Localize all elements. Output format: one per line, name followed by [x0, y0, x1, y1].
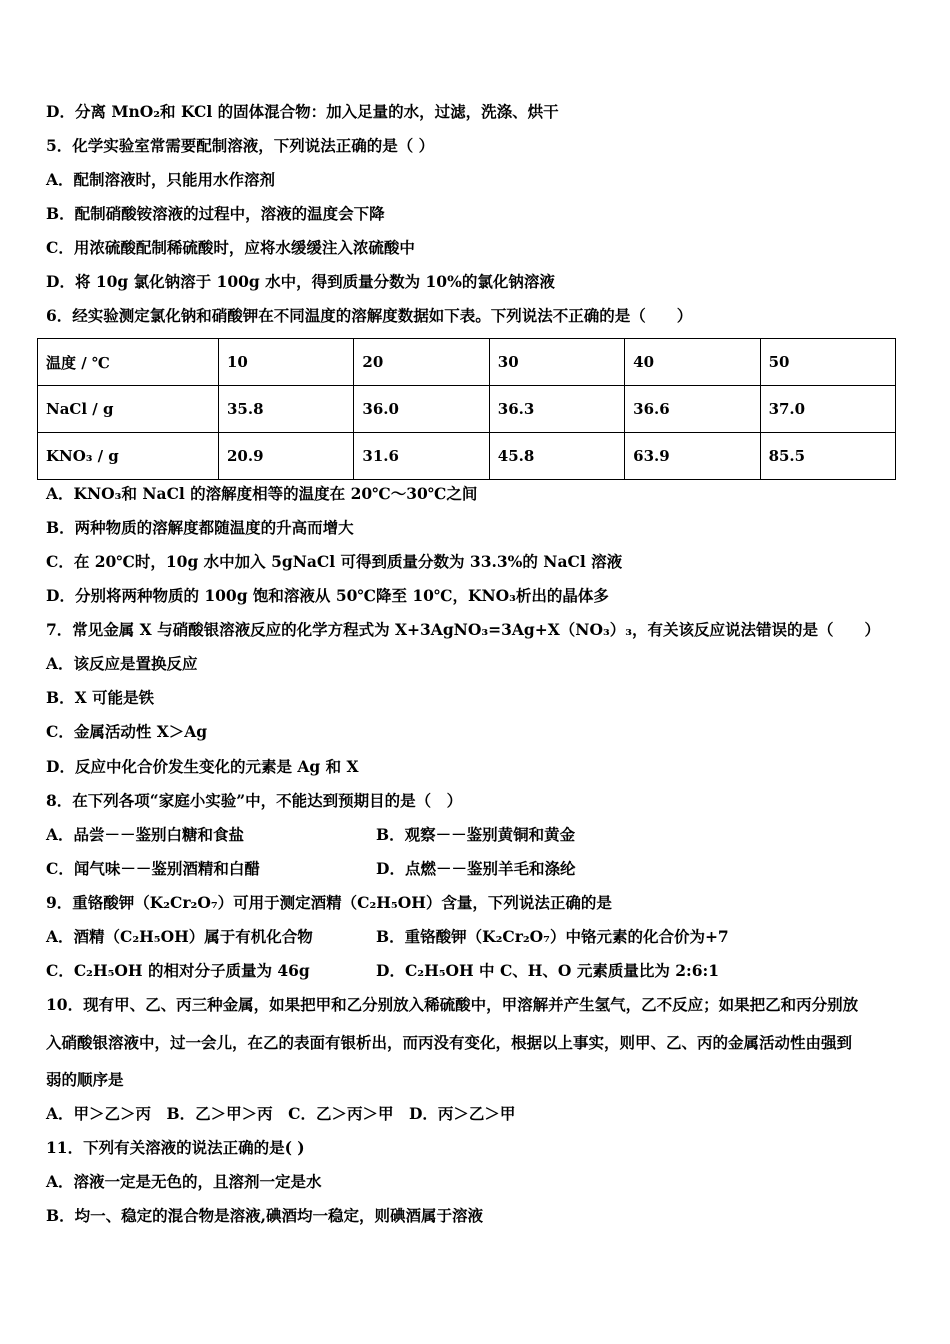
table-cell: 30	[489, 339, 624, 386]
table-cell: 40	[625, 339, 760, 386]
table-cell: 36.6	[625, 386, 760, 433]
question-10-line-1: 10．现有甲、乙、丙三种金属，如果把甲和乙分别放入稀硫酸中，甲溶解并产生氢气，乙不反应；如果把乙和丙分别放	[46, 995, 859, 1014]
table-cell: 37.0	[760, 386, 895, 433]
q10-options: A．甲＞乙＞丙 B．乙＞甲＞丙 C．乙＞丙＞甲 D．丙＞乙＞甲	[46, 1104, 516, 1123]
q5-option-c: C．用浓硫酸配制稀硫酸时，应将水缓缓注入浓硫酸中	[46, 238, 415, 257]
table-cell: 20	[354, 339, 489, 386]
question-8: 8．在下列各项“家庭小实验”中，不能达到预期目的是（ ）	[46, 791, 463, 810]
table-cell: 85.5	[760, 433, 895, 480]
q11-option-b: B．均一、稳定的混合物是溶液,碘酒均一稳定，则碘酒属于溶液	[46, 1206, 483, 1225]
q9-option-c: C．C₂H₅OH 的相对分子质量为 46g	[46, 961, 310, 980]
table-cell: 50	[760, 339, 895, 386]
question-9: 9．重铬酸钾（K₂Cr₂O₇）可用于测定酒精（C₂H₅OH）含量，下列说法正确的是	[46, 893, 612, 912]
q5-option-b: B．配制硝酸铵溶液的过程中，溶液的温度会下降	[46, 204, 385, 223]
q6-option-b: B．两种物质的溶解度都随温度的升高而增大	[46, 518, 354, 537]
q7-option-d: D．反应中化合价发生变化的元素是 Ag 和 X	[46, 757, 359, 776]
q9-option-b: B．重铬酸钾（K₂Cr₂O₇）中铬元素的化合价为+7	[376, 927, 729, 946]
q11-option-a: A．溶液一定是无色的，且溶剂一定是水	[46, 1172, 322, 1191]
table-cell: 45.8	[489, 433, 624, 480]
table-cell: 63.9	[625, 433, 760, 480]
table-cell: 36.3	[489, 386, 624, 433]
q6-option-a: A．KNO₃和 NaCl 的溶解度相等的温度在 20℃～30℃之间	[46, 484, 478, 503]
q7-option-c: C．金属活动性 X＞Ag	[46, 722, 208, 741]
table-cell: 31.6	[354, 433, 489, 480]
question-7: 7．常见金属 X 与硝酸银溶液反应的化学方程式为 X+3AgNO₃=3Ag+X（NO₃）₃，有关该反应说法错误的是（ ）	[46, 620, 881, 639]
table-cell: 20.9	[219, 433, 354, 480]
question-5: 5．化学实验室常需要配制溶液，下列说法正确的是（ ）	[46, 136, 435, 155]
table-cell: 36.0	[354, 386, 489, 433]
table-cell: 35.8	[219, 386, 354, 433]
q8-option-d: D．点燃－－鉴别羊毛和涤纶	[376, 859, 576, 878]
q7-option-b: B．X 可能是铁	[46, 688, 155, 707]
q5-option-d: D．将 10g 氯化钠溶于 100g 水中，得到质量分数为 10%的氯化钠溶液	[46, 272, 555, 291]
q9-option-a: A．酒精（C₂H₅OH）属于有机化合物	[46, 927, 313, 946]
solubility-table	[37, 338, 896, 480]
q8-option-a: A．品尝－－鉴别白糖和食盐	[46, 825, 245, 844]
q6-option-d: D．分别将两种物质的 100g 饱和溶液从 50℃降至 10℃，KNO₃析出的晶体多	[46, 586, 609, 605]
question-10-line-2: 入硝酸银溶液中，过一会儿，在乙的表面有银析出，而丙没有变化，根据以上事实，则甲、乙、丙的金属活动性由强到	[46, 1033, 853, 1052]
q5-option-a: A．配制溶液时，只能用水作溶剂	[46, 170, 276, 189]
question-11: 11．下列有关溶液的说法正确的是( )	[46, 1138, 305, 1157]
table-cell: 温度 / ℃	[38, 339, 219, 386]
table-cell: KNO₃ / g	[38, 433, 219, 480]
table-row-header	[38, 339, 896, 386]
line-mno2-option-d: D．分离 MnO₂和 KCl 的固体混合物：加入足量的水，过滤，洗涤、烘干	[46, 102, 559, 121]
q8-option-c: C．闻气味－－鉴别酒精和白醋	[46, 859, 260, 878]
table-row-nacl	[38, 386, 896, 433]
q7-option-a: A．该反应是置换反应	[46, 654, 198, 673]
question-6: 6．经实验测定氯化钠和硝酸钾在不同温度的溶解度数据如下表。下列说法不正确的是（ ）	[46, 306, 693, 325]
table-cell: 10	[219, 339, 354, 386]
q8-option-b: B．观察－－鉴别黄铜和黄金	[376, 825, 576, 844]
question-10-line-3: 弱的顺序是	[46, 1070, 124, 1089]
q9-option-d: D．C₂H₅OH 中 C、H、O 元素质量比为 2:6:1	[376, 961, 720, 980]
q6-option-c: C．在 20℃时，10g 水中加入 5gNaCl 可得到质量分数为 33.3%的 NaCl 溶液	[46, 552, 623, 571]
table-cell: NaCl / g	[38, 386, 219, 433]
table-row-kno3	[38, 433, 896, 480]
